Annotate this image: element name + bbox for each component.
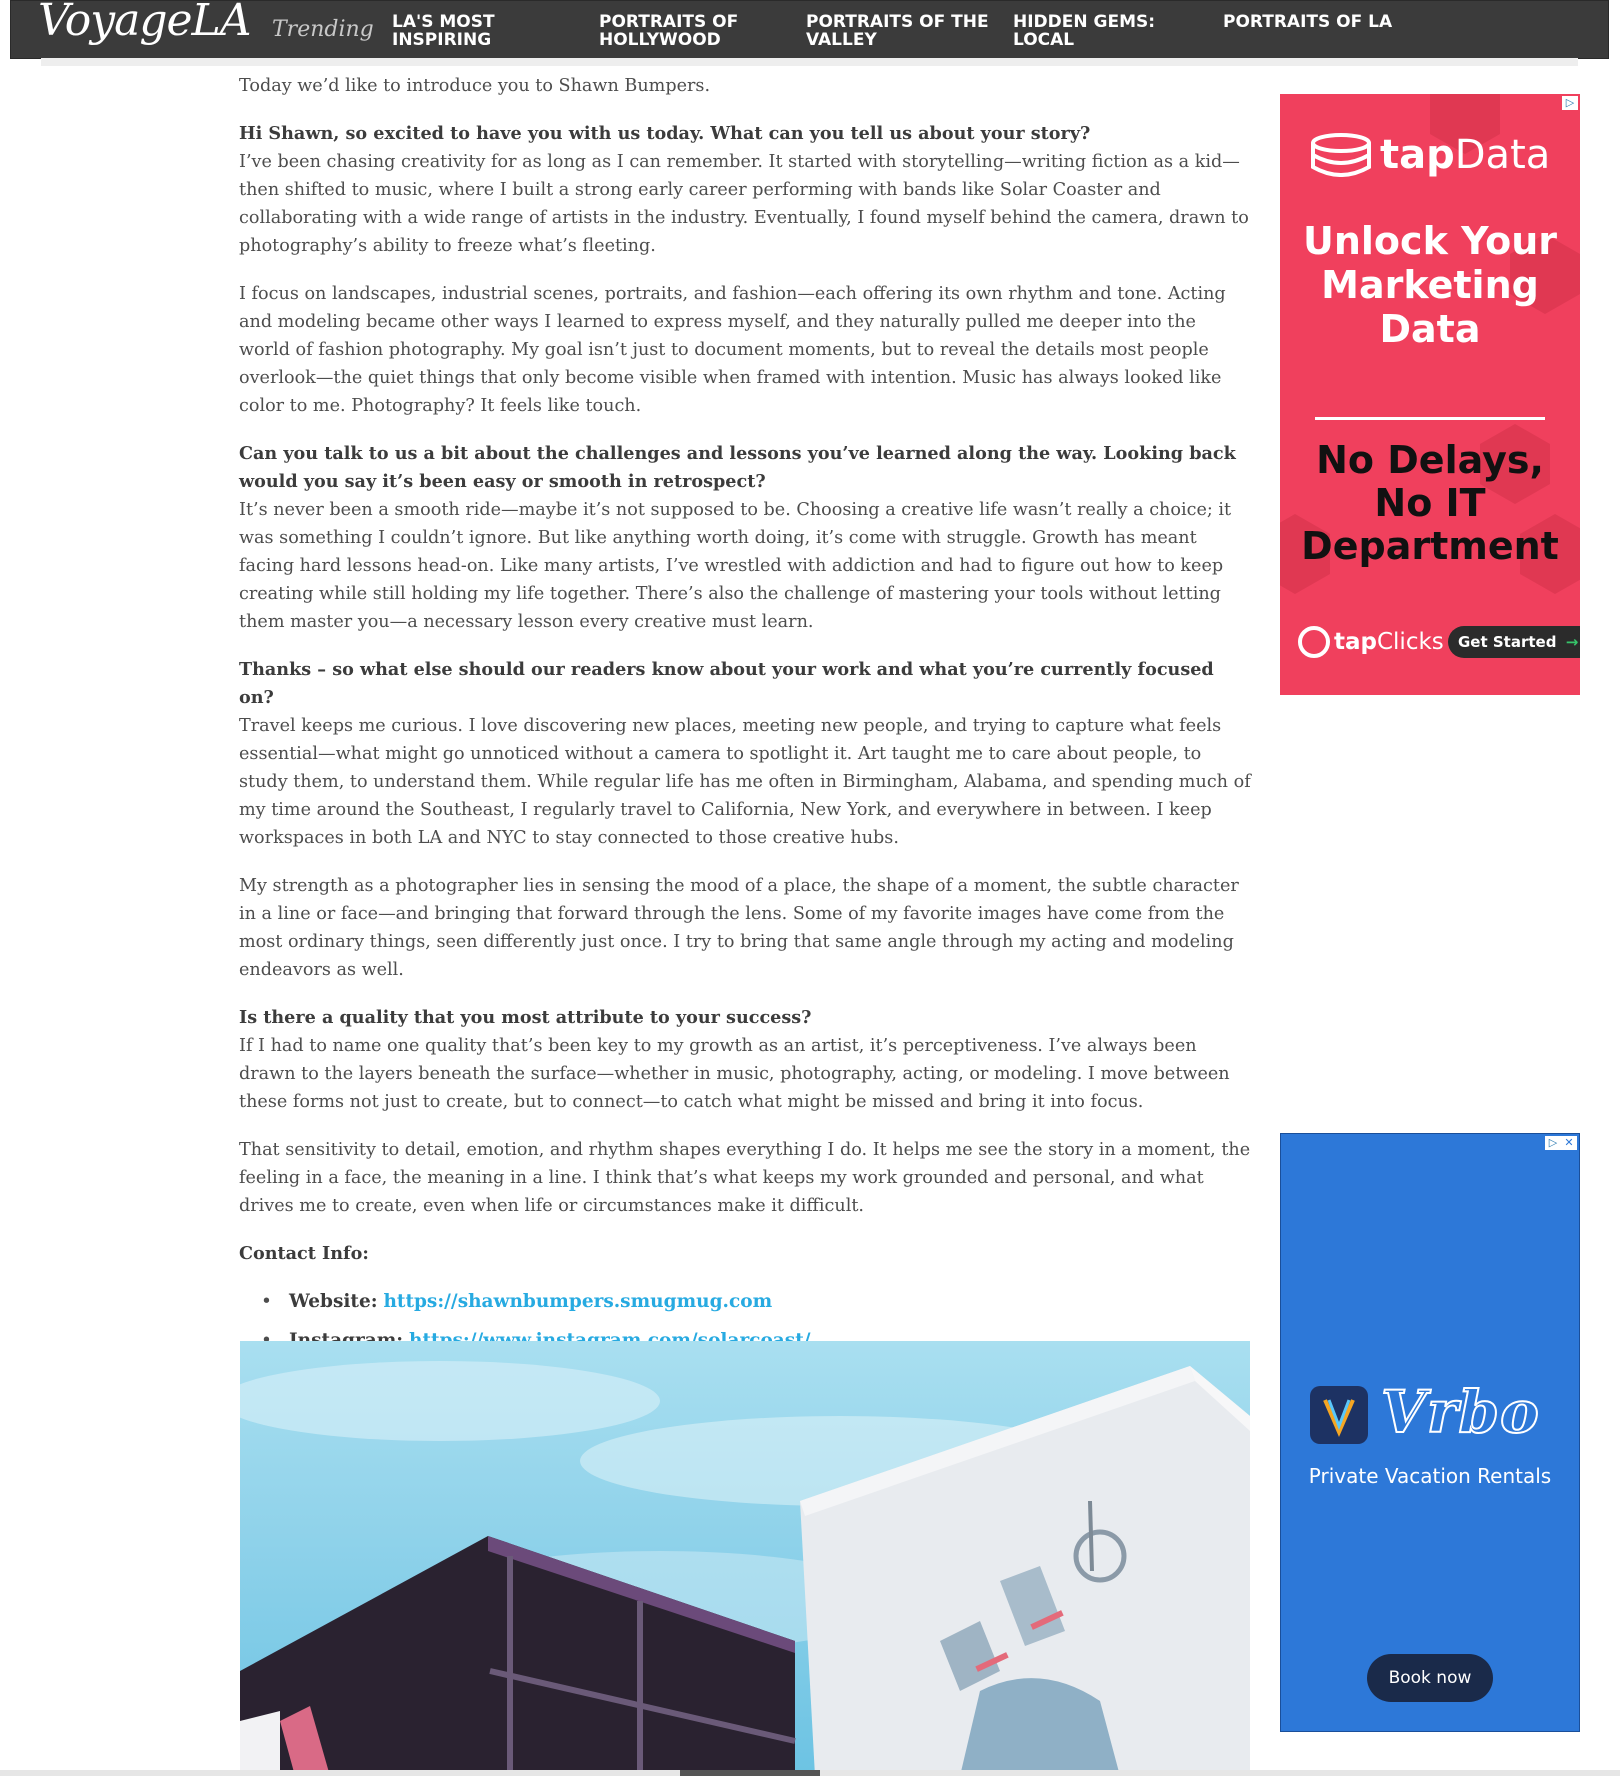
answer-challenges: It’s never been a smooth ride—maybe it’s not supposed to be. Choosing a creative life wasn’t really a choice; it was something I couldn’t ignore. But like anything worth doing, it’s come with struggle. Growth has meant facing hard lessons head-on. Like many artists, I’ve wrestled with addiction and had to figure out how to keep creating while still holding my life together. There’s also the challenge of mastering your tools without letting them master you—a necessary lesson every creative must learn. — [239, 500, 1232, 632]
photo-scene — [240, 1341, 1250, 1776]
article-photo — [240, 1341, 1250, 1776]
top-navigation — [10, 0, 1609, 59]
tapdata-logo — [1310, 132, 1550, 178]
nav-shadow — [41, 58, 1578, 66]
ad-headline: Unlock Your Marketing Data — [1303, 219, 1557, 351]
answer-story: I’ve been chasing creativity for as long as I can remember. It started with storytelling—writing fiction as a kid—then shifted to music, where I built a strong early career performing with bands like Solar Coaster and collaborating with a wide range of artists in the industry. Eventually, I found myself behind the camera, drawn to photography’s ability to freeze what’s fleeting. — [239, 152, 1249, 256]
website-link[interactable]: https://shawnbumpers.smugmug.com — [383, 1291, 773, 1312]
contact-info-title: Contact Info: — [239, 1243, 369, 1264]
answer-success: If I had to name one quality that’s been key to my growth as an artist, it’s perceptiveness. I’ve always been drawn to the layers beneath the surface—whether in music, photography, acting, or modeling. I move between these forms not just to create, but to connect—to catch what might be missed and bring it into focus. — [239, 1036, 1230, 1112]
vrbo-app-icon — [1310, 1386, 1368, 1444]
brand-tap: tap — [1380, 132, 1455, 178]
horizontal-scrollbar[interactable] — [0, 1770, 1620, 1776]
arrow-right-icon: → — [1565, 633, 1579, 651]
adchoices-icon[interactable]: ▷ — [1562, 96, 1578, 110]
nav-item-las-most-inspiring[interactable]: LA'S MOST INSPIRING — [392, 12, 495, 50]
ad-vrbo[interactable] — [1280, 1133, 1580, 1732]
vrbo-wordmark: Vrbo — [1381, 1378, 1540, 1446]
tapclicks-logo — [1298, 626, 1444, 658]
question-challenges: Can you talk to us a bit about the challenges and lessons you’ve learned along the way. Looking back would you say it’s been easy or smooth in retrospect? — [239, 443, 1236, 492]
vrbo-tagline: Private Vacation Rentals — [1308, 1464, 1552, 1488]
question-current-focus: Thanks – so what else should our readers know about your work and what you’re currently focused on? — [239, 659, 1214, 708]
adchoices-icon[interactable]: ▷ — [1545, 1136, 1561, 1150]
article-body — [239, 72, 1251, 1444]
answer-story-continued: I focus on landscapes, industrial scenes, portraits, and fashion—each offering its own rhythm and tone. Acting and modeling became other ways I learned to express myself, and they naturally pulled me deeper into the world of fashion photography. My goal isn’t just to document moments, but to reveal the details most people overlook—the quiet things that only become visible when framed with intention. Music has always looked like color to me. Photography? It feels like touch. — [239, 284, 1226, 416]
scrollbar-thumb[interactable] — [680, 1770, 820, 1776]
answer-current-focus-continued: My strength as a photographer lies in sensing the mood of a place, the shape of a moment, the subtle character in a line or face—and bringing that forward through the lens. Some of my favorite images have come from the most ordinary things, seen differently just once. I try to bring that same angle through my acting and modeling endeavors as well. — [239, 876, 1239, 980]
contact-label: Website: — [289, 1291, 378, 1312]
close-ad-icon[interactable]: ✕ — [1561, 1136, 1577, 1150]
ad-subhead: No Delays, No IT Department — [1301, 438, 1559, 568]
qa-challenges — [239, 440, 1251, 636]
nav-item-portraits-of-the-valley[interactable]: PORTRAITS OF THE VALLEY — [806, 12, 989, 50]
answer-success-continued: That sensitivity to detail, emotion, and rhythm shapes everything I do. It helps me see the story in a moment, the feeling in a face, the meaning in a line. I think that’s what keeps my work grounded and personal, and what drives me to create, even when life or circumstances make it difficult. — [239, 1140, 1251, 1216]
database-icon — [1310, 133, 1372, 177]
footer-brand-clicks: Clicks — [1376, 629, 1444, 655]
intro-paragraph: Today we’d like to introduce you to Shawn Bumpers. — [239, 76, 711, 96]
ad-divider — [1315, 417, 1545, 420]
brand-data: Data — [1454, 132, 1551, 178]
book-now-button[interactable]: Book now — [1367, 1654, 1493, 1702]
get-started-button[interactable] — [1448, 626, 1580, 658]
get-started-label: Get Started — [1458, 633, 1557, 651]
qa-current-focus — [239, 656, 1251, 852]
site-logo[interactable]: VoyageLA — [38, 0, 251, 46]
qa-story — [239, 120, 1251, 260]
question-story: Hi Shawn, so excited to have you with us today. What can you tell us about your story? — [239, 123, 1091, 144]
ad-tapdata[interactable] — [1280, 94, 1580, 695]
answer-current-focus: Travel keeps me curious. I love discovering new places, meeting new people, and trying to capture what feels essential—what might go unnoticed without a camera to spotlight it. Art taught me to care about people, to study them, to understand them. While regular life has me often in Birmingham, Alabama, and spending much of my time around the Southeast, I regularly travel to California, New York, and everywhere in between. I keep workspaces in both LA and NYC to stay connected to those creative hubs. — [239, 716, 1251, 848]
nav-item-portraits-of-la[interactable]: PORTRAITS OF LA — [1223, 12, 1393, 32]
qa-success — [239, 1004, 1251, 1116]
trending-label: Trending — [272, 17, 374, 42]
footer-brand-tap: tap — [1334, 629, 1377, 655]
tapclicks-icon — [1298, 626, 1330, 658]
contact-website — [261, 1288, 1251, 1327]
nav-item-hidden-gems-local[interactable]: HIDDEN GEMS: LOCAL — [1013, 12, 1156, 50]
nav-item-portraits-of-hollywood[interactable]: PORTRAITS OF HOLLYWOOD — [599, 12, 739, 50]
question-success: Is there a quality that you most attribute to your success? — [239, 1007, 812, 1028]
